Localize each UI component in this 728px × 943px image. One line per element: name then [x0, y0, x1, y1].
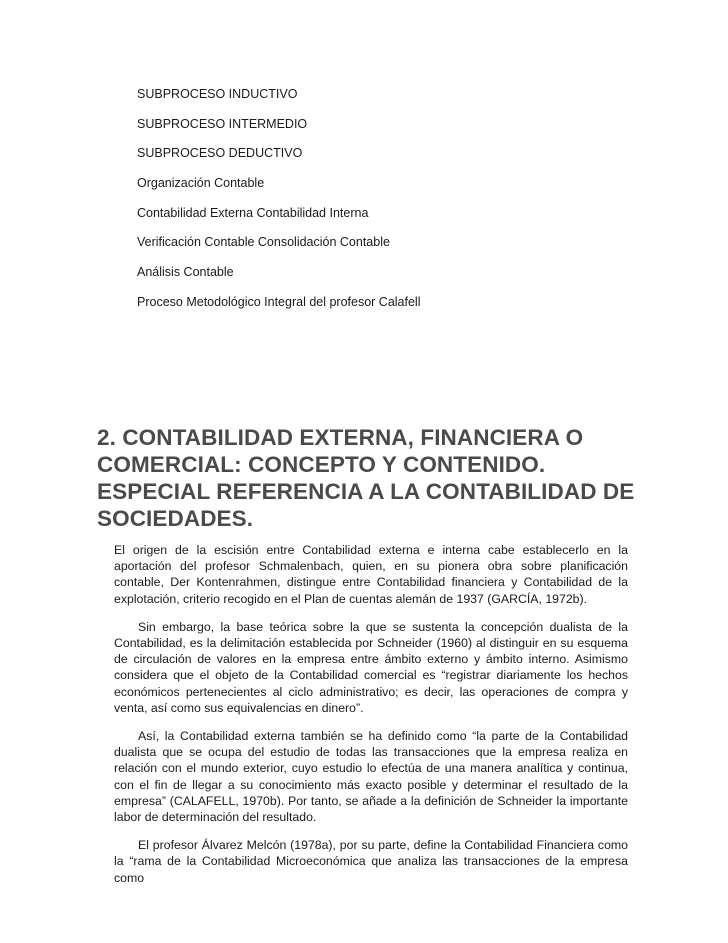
list-item: Contabilidad Externa Contabilidad Interna: [137, 205, 369, 220]
list-item: SUBPROCESO DEDUCTIVO: [137, 146, 303, 161]
list-item: Organización Contable: [137, 176, 265, 191]
paragraph: El origen de la escisión entre Contabilidad externa e interna cabe establecerlo en la aportación del profesor Schmalenbach, quien, en su pionera obra sobre planificación contable, Der Kontenrahmen, distingue entre Contabilidad financiera y Contabilidad de la explotación, criterio recogido en el Plan de cuentas alemán de 1937 (GARCÍA, 1972b).: [114, 543, 628, 606]
list-item: Análisis Contable: [137, 265, 234, 280]
list-item: Verificación Contable Consolidación Contable: [137, 235, 390, 250]
paragraph: Así, la Contabilidad externa también se ha definido como “la parte de la Contabilidad dualista que se ocupa del estudio de todas las transacciones que la empresa realiza en relación con el mundo exterior, cuyo estudio lo efectúa de una manera analítica y continua, con el fin de llegar a su conocimiento más exacto posible y determinar el resultado de la empresa” (CALAFELL, 1970b). Por tanto, se añade a la definición de Schneider la importante labor de determinación del resultado.: [114, 729, 628, 825]
body-text: [114, 542, 628, 898]
list-item: SUBPROCESO INDUCTIVO: [137, 87, 298, 101]
list-item: SUBPROCESO INTERMEDIO: [137, 116, 308, 131]
paragraph: El profesor Álvarez Melcón (1978a), por su parte, define la Contabilidad Financiera como la “rama de la Contabilidad Microeconómica que analiza las transacciones de la empresa como: [114, 838, 628, 885]
list-item: Proceso Metodológico Integral del profesor Calafell: [137, 294, 421, 309]
outline-list: [137, 80, 421, 318]
section-heading: 2. CONTABILIDAD EXTERNA, FINANCIERA O COMERCIAL: CONCEPTO Y CONTENIDO. ESPECIAL REFERENCIA A LA CONTABILIDAD DE SOCIEDADES.: [97, 425, 635, 531]
paragraph: Sin embargo, la base teórica sobre la que se sustenta la concepción dualista de la Contabilidad, es la delimitación establecida por Schneider (1960) al distinguir en su esquema de circulación de valores en la empresa entre ámbito externo y ámbito interno. Asimismo considera que el objeto de la Contabilidad comercial es “registrar diariamente los hechos económicos pertenecientes al ciclo administrativo; es decir, las operaciones de compra y venta, así como sus equivalencias en dinero”.: [114, 619, 628, 715]
